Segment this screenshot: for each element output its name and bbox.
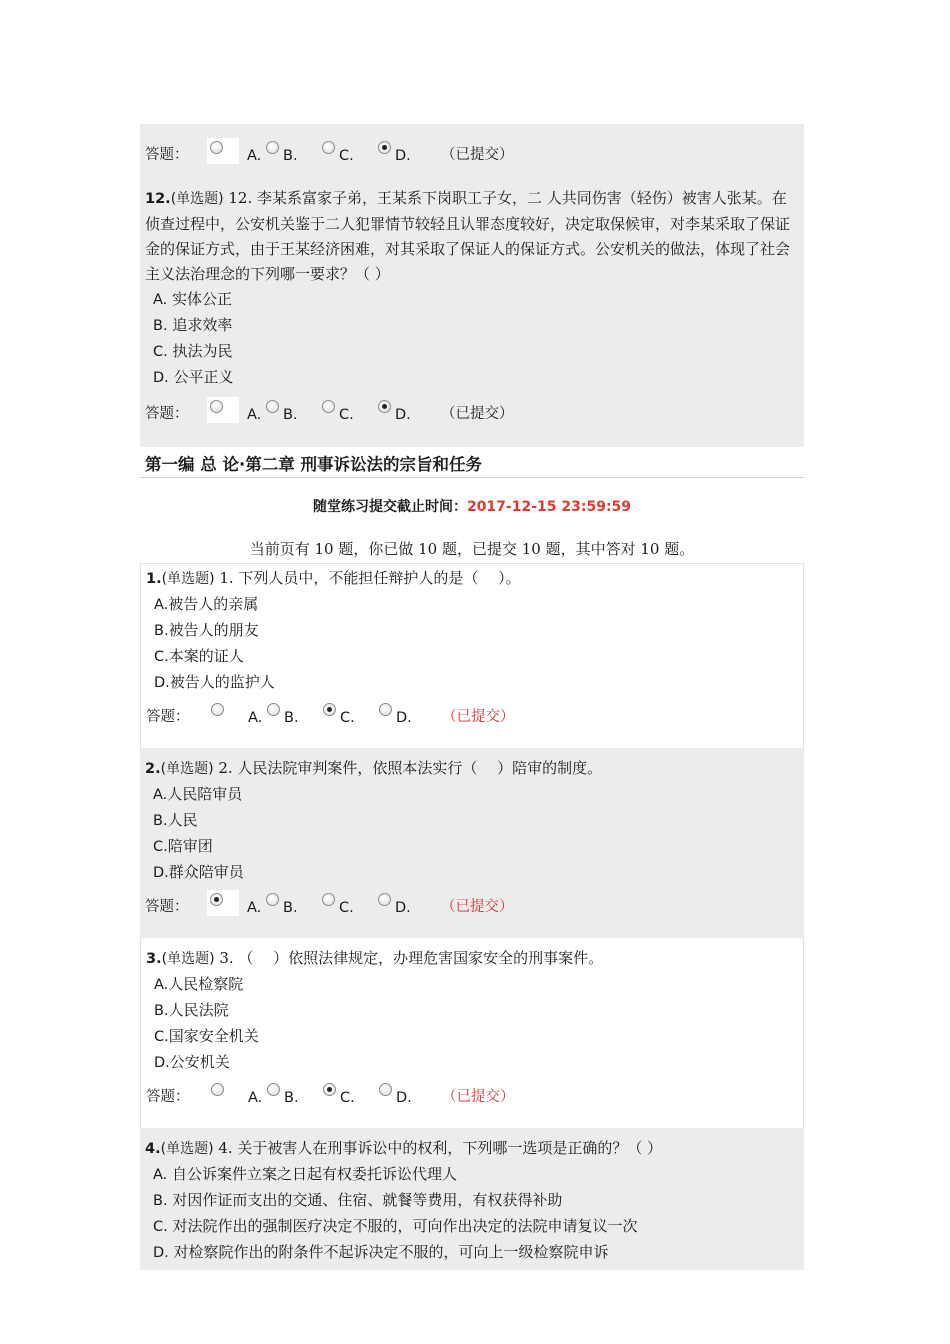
- option-d[interactable]: [375, 890, 431, 920]
- choice-letter: C.: [153, 1219, 168, 1235]
- radio-c[interactable]: [322, 141, 335, 154]
- choice-c: [153, 339, 798, 365]
- answer-label: 答题：: [146, 1089, 190, 1105]
- radio-cell: [320, 1080, 338, 1106]
- choice-text: 国家安全机关: [168, 1027, 259, 1045]
- choice-text: 陪审团: [167, 837, 213, 855]
- question-number: 3.: [146, 951, 162, 967]
- answer-label: 答题：: [145, 147, 189, 163]
- radio-cell: [375, 397, 393, 423]
- radio-d[interactable]: [379, 703, 392, 716]
- option-label: A.: [248, 710, 263, 726]
- progress-summary: 当前页有 10 题，你已做 10 题，已提交 10 题，其中答对 10 题。: [249, 540, 695, 558]
- answer-row: [145, 391, 798, 447]
- question-text: 4. 关于被害人在刑事诉讼中的权利，下列哪一选项是正确的？（ ）: [213, 1139, 663, 1157]
- choices: [146, 592, 797, 696]
- question-text: 2. 人民法院审判案件，依照本法实行（ ）陪审的制度。: [213, 759, 603, 777]
- question-4: [145, 1128, 798, 1162]
- option-c[interactable]: [319, 397, 375, 427]
- radio-d[interactable]: [378, 400, 391, 413]
- choice-d: [153, 860, 798, 886]
- choice-d: [153, 365, 798, 391]
- choice-text: 被告人的朋友: [168, 621, 259, 639]
- option-label: D.: [395, 148, 411, 164]
- radio-cell: [207, 397, 239, 423]
- answer-label: 答题：: [145, 899, 189, 915]
- option-b[interactable]: [263, 397, 319, 427]
- radio-b[interactable]: [267, 1083, 280, 1096]
- radio-b[interactable]: [266, 400, 279, 413]
- option-label: C.: [340, 1090, 355, 1106]
- option-d[interactable]: [375, 397, 431, 427]
- option-label: D.: [395, 900, 411, 916]
- choice-text: 追求效率: [167, 316, 233, 334]
- answer-row: [146, 1076, 797, 1128]
- option-label: C.: [340, 710, 355, 726]
- option-label: B.: [283, 407, 298, 423]
- radio-cell: [208, 700, 240, 726]
- choice-d: [154, 1050, 797, 1076]
- radio-cell: [207, 138, 239, 164]
- choice-a: [153, 782, 798, 808]
- choice-b: [153, 808, 798, 834]
- option-label: D.: [396, 710, 412, 726]
- option-c[interactable]: [320, 700, 376, 730]
- deadline-time: 2017-12-15 23:59:59: [466, 499, 632, 515]
- choice-text: 群众陪审员: [168, 863, 244, 881]
- question-3: [146, 938, 797, 972]
- option-label: B.: [284, 1090, 299, 1106]
- option-b[interactable]: [263, 890, 319, 920]
- choice-text: 本案的证人: [168, 647, 244, 665]
- choice-text: 公安机关: [169, 1053, 230, 1071]
- question-type: (单选题): [161, 951, 215, 967]
- option-d[interactable]: [375, 138, 431, 168]
- choice-letter: C.: [153, 344, 168, 360]
- choice-letter: A.: [154, 977, 169, 993]
- choice-c: [154, 1024, 797, 1050]
- option-label: B.: [283, 900, 298, 916]
- radio-c[interactable]: [322, 400, 335, 413]
- choice-b: [154, 998, 797, 1024]
- choice-letter: B.: [153, 318, 168, 334]
- choice-letter: D.: [154, 675, 170, 691]
- radio-cell: [320, 700, 338, 726]
- choice-letter: A.: [154, 597, 169, 613]
- question-type: (单选题): [161, 571, 215, 587]
- option-b[interactable]: [264, 700, 320, 730]
- radio-cell: [376, 700, 394, 726]
- question-block-2: [140, 748, 804, 938]
- answer-label: 答题：: [145, 406, 189, 422]
- radio-b[interactable]: [267, 703, 280, 716]
- question-number: 12.: [145, 191, 171, 207]
- choice-letter: C.: [153, 839, 168, 855]
- choice-c: [153, 1214, 798, 1240]
- choice-letter: A.: [153, 292, 168, 308]
- section-title: 第一编 总 论·第二章 刑事诉讼法的宗旨和任务: [140, 447, 804, 478]
- radio-cell: [375, 890, 393, 916]
- choice-letter: A.: [153, 1167, 168, 1183]
- answer-row: [146, 696, 797, 748]
- radio-a[interactable]: [210, 400, 223, 413]
- question-block-3: [140, 938, 804, 1128]
- choice-text: 人民陪审员: [167, 785, 243, 803]
- choice-text: 被告人的亲属: [168, 595, 259, 613]
- question-block-1: [140, 563, 804, 748]
- choices: [145, 782, 798, 886]
- choice-b: [153, 1188, 798, 1214]
- radio-a[interactable]: [210, 893, 223, 906]
- choice-letter: A.: [153, 787, 168, 803]
- question-text: 12. 李某系富家子弟，王某系下岗职工子女，二 人共同伤害（轻伤）被害人张某。在侦查过程中，公安机关鉴于二人犯罪情节较轻且认罪态度较好，决定取保候审，对李某采取了保证金的保证方式，由于王某经济困难，对其采取了保证人的保证方式。公安机关的做法，体现了社会主义法治理念的下列哪一要求？（ ）: [145, 189, 791, 283]
- radio-cell: [263, 138, 281, 164]
- option-label: C.: [339, 900, 354, 916]
- option-label: A.: [247, 148, 262, 164]
- choice-d: [154, 670, 797, 696]
- choice-a: [153, 1162, 798, 1188]
- radio-cell: [376, 1080, 394, 1106]
- choice-text: 对因作证而支出的交通、住宿、就餐等费用，有权获得补助: [167, 1191, 563, 1209]
- option-label: A.: [248, 1090, 263, 1106]
- choice-d: [153, 1240, 798, 1266]
- question-text: 1. 下列人员中，不能担任辩护人的是（ ）。: [214, 569, 521, 587]
- choice-letter: C.: [154, 649, 169, 665]
- question-type: (单选题): [160, 761, 214, 777]
- question-number: 2.: [145, 761, 161, 777]
- radio-cell: [319, 397, 337, 423]
- choice-a: [154, 592, 797, 618]
- q11-answer-block: [140, 124, 804, 447]
- radio-d[interactable]: [379, 1083, 392, 1096]
- deadline-label: 随堂练习提交截止时间：: [312, 499, 467, 515]
- option-a[interactable]: [207, 397, 263, 427]
- radio-cell: [208, 1080, 240, 1106]
- choices: [146, 972, 797, 1076]
- question-number: 4.: [145, 1141, 161, 1157]
- option-label: A.: [247, 407, 262, 423]
- choice-text: 公平正义: [168, 368, 234, 386]
- choice-letter: B.: [154, 1003, 169, 1019]
- choice-b: [153, 313, 798, 339]
- radio-cell: [264, 700, 282, 726]
- radio-a[interactable]: [211, 703, 224, 716]
- choice-text: 人民检察院: [168, 975, 244, 993]
- option-d[interactable]: [376, 1080, 432, 1110]
- radio-cell: [319, 138, 337, 164]
- option-label: C.: [339, 148, 354, 164]
- radio-c[interactable]: [323, 1083, 336, 1096]
- choice-text: 实体公正: [167, 290, 233, 308]
- radio-cell: [264, 1080, 282, 1106]
- choice-a: [153, 287, 798, 313]
- choice-text: 人民: [167, 811, 198, 829]
- option-c[interactable]: [320, 1080, 376, 1110]
- deadline: [140, 496, 804, 516]
- choice-text: 被告人的监护人: [169, 673, 275, 691]
- question-1: [146, 564, 797, 592]
- option-label: D.: [395, 407, 411, 423]
- answer-label: 答题：: [146, 709, 190, 725]
- option-label: B.: [284, 710, 299, 726]
- choice-text: 对检察院作出的附条件不起诉决定不服的，可向上一级检察院申诉: [168, 1243, 609, 1261]
- choice-letter: C.: [154, 1029, 169, 1045]
- choice-c: [154, 644, 797, 670]
- option-b[interactable]: [263, 138, 319, 168]
- option-a[interactable]: [208, 700, 264, 730]
- radio-c[interactable]: [323, 703, 336, 716]
- choice-b: [154, 618, 797, 644]
- option-label: D.: [396, 1090, 412, 1106]
- radio-c[interactable]: [322, 893, 335, 906]
- option-d[interactable]: [376, 700, 432, 730]
- option-label: B.: [283, 148, 298, 164]
- choice-letter: B.: [153, 813, 168, 829]
- option-a[interactable]: [207, 138, 263, 168]
- question-type: (单选题): [160, 1141, 214, 1157]
- radio-d[interactable]: [378, 893, 391, 906]
- question-2: [145, 748, 798, 782]
- option-label: A.: [247, 900, 262, 916]
- radio-d[interactable]: [378, 141, 391, 154]
- choice-letter: D.: [154, 1055, 170, 1071]
- radio-cell: [263, 890, 281, 916]
- radio-b[interactable]: [266, 893, 279, 906]
- option-a[interactable]: [208, 1080, 264, 1110]
- option-c[interactable]: [319, 890, 375, 920]
- choice-text: 人民法院: [168, 1001, 229, 1019]
- question-number: 1.: [146, 571, 162, 587]
- option-c[interactable]: [319, 138, 375, 168]
- radio-cell: [319, 890, 337, 916]
- radio-cell: [207, 890, 239, 916]
- answer-row: [145, 124, 798, 168]
- question-block-4: [140, 1128, 804, 1270]
- choice-text: 自公诉案件立案之日起有权委托诉讼代理人: [167, 1165, 458, 1183]
- answer-row: [145, 886, 798, 938]
- submitted-status: （已提交）: [441, 406, 514, 422]
- choice-text: 执法为民: [167, 342, 233, 360]
- choice-c: [153, 834, 798, 860]
- question-text: 3. （ ）依照法律规定，办理危害国家安全的刑事案件。: [214, 949, 604, 967]
- choice-letter: B.: [153, 1193, 168, 1209]
- submitted-status: （已提交）: [441, 147, 514, 163]
- choice-letter: D.: [153, 1245, 169, 1261]
- choices: [145, 1162, 798, 1266]
- option-b[interactable]: [264, 1080, 320, 1110]
- radio-a[interactable]: [210, 141, 223, 154]
- option-a[interactable]: [207, 890, 263, 920]
- option-label: C.: [339, 407, 354, 423]
- choices: [145, 287, 798, 391]
- submitted-status: （已提交）: [442, 1089, 515, 1105]
- radio-a[interactable]: [211, 1083, 224, 1096]
- submitted-status: （已提交）: [441, 899, 514, 915]
- question-12: [145, 168, 798, 287]
- radio-b[interactable]: [266, 141, 279, 154]
- radio-cell: [263, 397, 281, 423]
- choice-letter: D.: [153, 865, 169, 881]
- radio-cell: [375, 138, 393, 164]
- submitted-status: （已提交）: [442, 709, 515, 725]
- choice-letter: B.: [154, 623, 169, 639]
- choice-text: 对法院作出的强制医疗决定不服的，可向作出决定的法院申请复议一次: [167, 1217, 638, 1235]
- question-type: (单选题): [170, 191, 224, 207]
- choice-a: [154, 972, 797, 998]
- choice-letter: D.: [153, 370, 169, 386]
- page: [140, 124, 804, 1270]
